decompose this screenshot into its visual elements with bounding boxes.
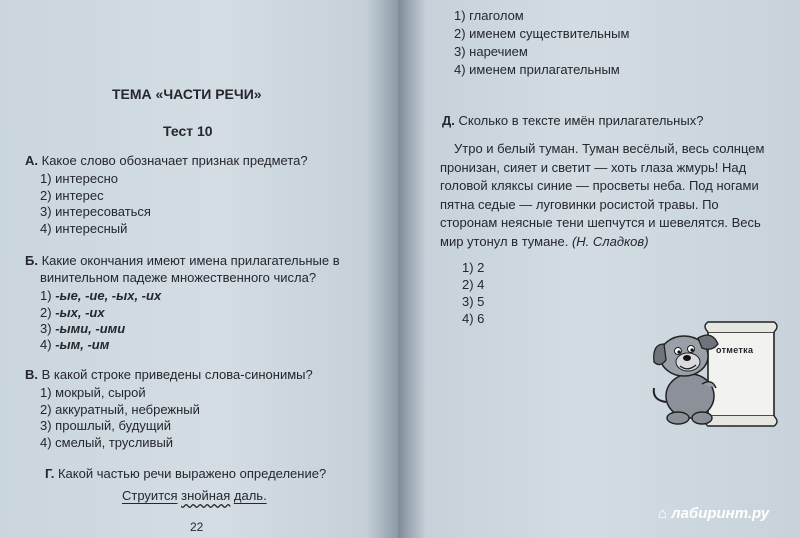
continued-option-2: 2) именем существительным	[454, 26, 630, 41]
question-v-text: В какой строке приведены слова-синонимы?	[41, 367, 313, 382]
question-d	[442, 113, 703, 129]
question-b	[25, 253, 340, 269]
option-value: -ые, -ие, -ых, -их	[55, 288, 162, 303]
question-v-option-1: 1) мокрый, сырой	[40, 385, 146, 400]
question-b-option-1	[40, 288, 161, 304]
question-d-option-3: 3) 5	[462, 294, 485, 309]
question-a	[25, 153, 308, 169]
right-page	[398, 0, 800, 538]
question-d-option-2: 2) 4	[462, 277, 485, 292]
question-g-text: Какой частью речи выражено определение?	[57, 466, 327, 481]
attribute-word: знойная	[181, 488, 231, 503]
page-number: 22	[190, 520, 204, 534]
question-d-option-4: 4) 6	[462, 311, 485, 326]
question-a-option-4: 4) интересный	[40, 221, 128, 236]
subject-word: даль.	[233, 488, 267, 503]
question-b-option-3	[40, 321, 125, 337]
option-value: -ых, -их	[55, 305, 105, 320]
question-b-letter: Б.	[25, 253, 38, 268]
question-b-text-line1: Какие окончания имеют имена прилагательные в	[41, 253, 340, 268]
question-b-option-4	[40, 337, 109, 353]
question-v-option-3: 3) прошлый, будущий	[40, 418, 172, 433]
option-number: 2)	[40, 305, 52, 320]
dog-illustration-icon	[650, 318, 785, 428]
watermark-text: лабиринт.ру	[671, 505, 770, 522]
watermark-logo	[658, 505, 769, 522]
question-a-option-3: 3) интересоваться	[40, 204, 151, 219]
option-value: -ым, -им	[55, 337, 110, 352]
continued-option-3: 3) наречием	[454, 44, 528, 59]
question-a-text: Какое слово обозначает признак предмета?	[41, 153, 308, 168]
option-number: 4)	[40, 337, 52, 352]
question-a-letter: А.	[25, 153, 38, 168]
continued-option-1: 1) глаголом	[454, 8, 524, 23]
passage	[440, 140, 778, 251]
question-g-letter: Г.	[45, 466, 55, 481]
question-d-text: Сколько в тексте имён прилагательных?	[458, 113, 704, 128]
question-v-letter: В.	[25, 367, 38, 382]
question-v-option-2: 2) аккуратный, небрежный	[40, 402, 200, 417]
continued-option-4: 4) именем прилагательным	[454, 62, 620, 77]
option-number: 1)	[40, 288, 52, 303]
predicate-word: Струится	[122, 488, 178, 503]
topic-title: ТЕМА «ЧАСТИ РЕЧИ»	[112, 86, 262, 102]
question-a-option-2: 2) интерес	[40, 188, 104, 203]
mark-label: отметка	[716, 345, 754, 355]
question-b-text-line2: винительном падеже множественного числа?	[40, 270, 317, 285]
option-number: 3)	[40, 321, 52, 336]
question-d-letter: Д.	[442, 113, 455, 128]
dog-mascot	[650, 318, 785, 428]
test-title: Тест 10	[163, 123, 213, 139]
question-b-option-2	[40, 305, 105, 321]
question-a-option-1: 1) интересно	[40, 171, 119, 186]
question-v	[25, 367, 313, 383]
left-page	[0, 0, 398, 538]
passage-text: Утро и белый туман. Туман весёлый, весь солнцем пронизан, сияет и светит — хоть глаза жмурь! Над головой кляксы синие — просветы неба. Под ногами пятна седые — луговинки росистой травы. По сторонам неясные тени шепчутся и шевелятся. Весь мир утонул в тумане.	[440, 141, 765, 249]
labyrinth-logo-icon: ⌂	[658, 505, 672, 522]
question-v-option-4: 4) смелый, трусливый	[40, 435, 174, 450]
option-value: -ыми, -ими	[55, 321, 126, 336]
question-g	[45, 466, 326, 482]
question-d-option-1: 1) 2	[462, 260, 485, 275]
question-g-sentence	[122, 488, 267, 504]
passage-author: (Н. Сладков)	[571, 233, 649, 249]
